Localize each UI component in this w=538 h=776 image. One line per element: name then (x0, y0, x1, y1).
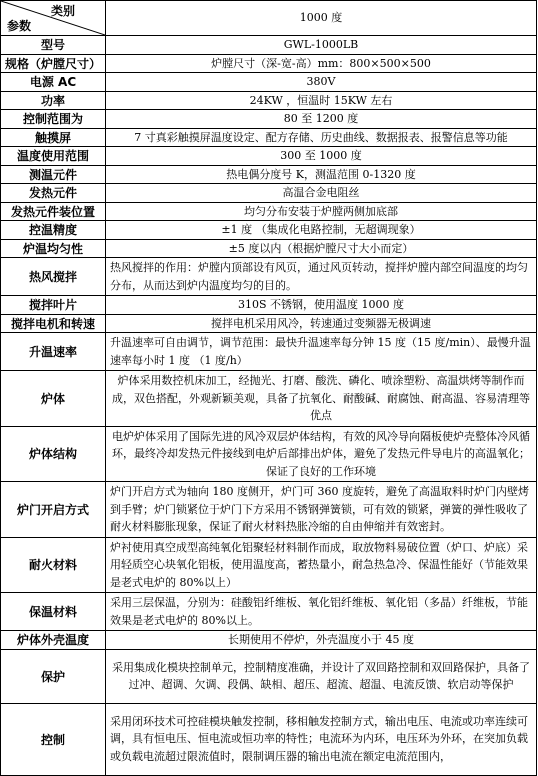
row-value: 炉门开启方式为轴向 180 度侧开，炉门可 360 度旋转，避免了高温取料时炉门内壁烤到手臂；炉门锁紧位于炉门下方采用不锈钢弹簧锁，可有效的锁紧，弹簧的弹性吸收了耐火材料膨胀现象，保证了耐火材料热胀冷缩的自由伸缩并有效密封。 (106, 482, 537, 538)
table-row (1, 91, 537, 110)
row-value: 7 寸真彩触摸屏温度设定、配方存储、历史曲线、数据报表、报警信息等功能 (106, 128, 537, 147)
row-label: 搅拌叶片 (1, 296, 106, 315)
row-value: 均匀分布安装于炉膛两侧加底部 (106, 202, 537, 221)
row-value: 热风搅拌的作用：炉膛内顶部设有风页，通过风页转动，搅拌炉膛内部空间温度的均匀分布，从而达到炉内温度均匀的目的。 (106, 258, 537, 296)
table-row (1, 54, 537, 73)
table-row (1, 147, 537, 166)
table-row (1, 296, 537, 315)
row-label: 控制范围为 (1, 110, 106, 129)
row-value: 300 至 1000 度 (106, 147, 537, 166)
row-value: 采用闭环技术可控硅模块触发控制，移相触发控制方式，输出电压、电流或功率连续可调，具有恒电压、恒电流或恒功率的特性；电流环为内环，电压环为外环，在突加负载或负载电流超过限流值时，限制调压器的输出电流在额定电流范围内， (106, 703, 537, 775)
row-label: 规格（炉膛尺寸） (1, 54, 106, 73)
table-row (1, 703, 537, 775)
row-label: 发热元件 (1, 184, 106, 203)
table-row (1, 239, 537, 258)
row-value: 380V (106, 73, 537, 92)
header-row (1, 1, 537, 36)
row-label: 保护 (1, 649, 106, 703)
row-value: 搅拌电机采用风冷，转速通过变频器无极调速 (106, 314, 537, 333)
row-value: 炉衬使用真空成型高纯氧化铝聚轻材料制作而成，取放物料易破位置（炉口、炉底）采用轻质空心块氧化铝板，使用温度高，蓄热量小，耐急热急冷、保温性能好（节能效果是老式电炉的 80%以上） (106, 537, 537, 593)
row-value: GWL-1000LB (106, 36, 537, 55)
row-label: 炉温均匀性 (1, 239, 106, 258)
row-label: 触摸屏 (1, 128, 106, 147)
row-value: ±5 度以内（根据炉膛尺寸大小而定） (106, 239, 537, 258)
row-value: 310S 不锈钢，使用温度 1000 度 (106, 296, 537, 315)
table-row (1, 221, 537, 240)
table-row (1, 371, 537, 427)
row-value: 电炉炉体采用了国际先进的风冷双层炉体结构，有效的风冷导向隔板使炉壳整体冷风循环，最终冷却发热元件接线到电炉后部排出炉体，避免了发热元件导电片的高温氧化；保证了良好的工作环境 (106, 426, 537, 482)
row-label: 控温精度 (1, 221, 106, 240)
table-row (1, 202, 537, 221)
row-label: 炉体 (1, 371, 106, 427)
row-value: 80 至 1200 度 (106, 110, 537, 129)
row-label: 炉体外壳温度 (1, 631, 106, 650)
row-label: 功率 (1, 91, 106, 110)
table-row (1, 426, 537, 482)
row-value: 24KW ，恒温时 15KW 左右 (106, 91, 537, 110)
row-label: 搅拌电机和转速 (1, 314, 106, 333)
row-label: 型号 (1, 36, 106, 55)
table-row (1, 258, 537, 296)
row-label: 炉门开启方式 (1, 482, 106, 538)
row-label: 升温速率 (1, 333, 106, 371)
row-label: 炉体结构 (1, 426, 106, 482)
row-label: 测温元件 (1, 165, 106, 184)
table-row (1, 73, 537, 92)
row-value: 采用三层保温，分别为：硅酸铝纤维板、氧化铝纤维板、氧化铝（多晶）纤维板，节能效果是老式电炉的 80%以上。 (106, 593, 537, 631)
category-label: 类别 (50, 4, 75, 18)
table-row (1, 333, 537, 371)
row-value: ±1 度 （集成化电路控制，无超调现象） (106, 221, 537, 240)
row-value: 升温速率可自由调节，调节范围：最快升温速率每分钟 15 度（15 度/min）、最慢升温速率每小时 1 度 （1 度/h） (106, 333, 537, 371)
row-label: 控制 (1, 703, 106, 775)
row-label: 温度使用范围 (1, 147, 106, 166)
row-label: 发热元件装位置 (1, 202, 106, 221)
row-value: 炉体采用数控机床加工，经抛光、打磨、酸洗、磷化、喷涂塑粉、高温烘烤等制作而成，双色搭配，外观新颖美观，具备了抗氧化、耐酸碱、耐腐蚀、耐高温、容易清理等优点 (106, 371, 537, 427)
row-value: 高温合金电阻丝 (106, 184, 537, 203)
table-row (1, 631, 537, 650)
diagonal-header-cell (1, 1, 106, 36)
param-label: 参数 (7, 19, 32, 33)
table-row (1, 184, 537, 203)
table-row (1, 593, 537, 631)
row-value: 炉膛尺寸（深-宽-高）mm：800×500×500 (106, 54, 537, 73)
table-row (1, 314, 537, 333)
row-value: 长期使用不停炉，外壳温度小于 45 度 (106, 631, 537, 650)
row-value: 采用集成化模块控制单元，控制精度准确，并设计了双回路控制和双回路保护，具备了过冲、超调、欠调、段偶、缺相、超压、超流、超温、电流反馈、软启动等保护 (106, 649, 537, 703)
table-row (1, 649, 537, 703)
row-label: 耐火材料 (1, 537, 106, 593)
row-label: 热风搅拌 (1, 258, 106, 296)
row-value: 热电偶分度号 K，测温范围 0-1320 度 (106, 165, 537, 184)
table-row (1, 482, 537, 538)
table-row (1, 128, 537, 147)
table-row (1, 110, 537, 129)
table-row (1, 165, 537, 184)
row-label: 保温材料 (1, 593, 106, 631)
table-row (1, 537, 537, 593)
model-header-value: 1000 度 (106, 1, 537, 36)
row-label: 电源 AC (1, 73, 106, 92)
table-row (1, 36, 537, 55)
